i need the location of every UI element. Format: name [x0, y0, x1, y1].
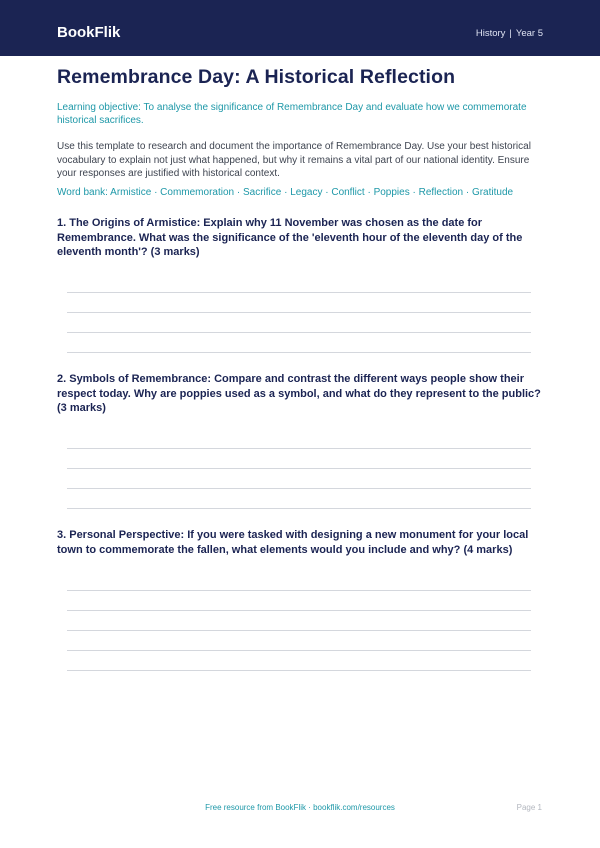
question-2: 2. Symbols of Remembrance: Compare and contrast the different ways people show their respect today. Why are poppies used as a symbol, and what do they represent to the public? (3 marks) — [57, 373, 541, 414]
page-title: Remembrance Day: A Historical Reflection — [57, 66, 456, 88]
intro-paragraph: Use this template to research and document the importance of Remembrance Day. Use your best historical vocabulary to explain not just what happened, but why it remains a vital part of our national identity. Ensure your responses are justified with historical context. — [57, 141, 531, 179]
learning-objective: Learning objective: To analyse the significance of Remembrance Day and evaluate how we commemorate historical sacrifices. — [57, 102, 527, 126]
answer-line[interactable] — [67, 448, 531, 449]
answer-line[interactable] — [67, 650, 531, 651]
answer-line[interactable] — [67, 508, 531, 509]
answer-line[interactable] — [67, 488, 531, 489]
brand-logo[interactable]: BookFlik — [57, 24, 121, 41]
answer-line[interactable] — [67, 630, 531, 631]
question-3: 3. Personal Perspective: If you were tasked with designing a new monument for your local town to commemorate the fallen, what elements would you include and why? (4 marks) — [57, 529, 529, 556]
page-number: Page 1 — [516, 803, 542, 812]
answer-line[interactable] — [67, 312, 531, 313]
meta-separator: | — [509, 28, 512, 39]
header-bar — [0, 0, 600, 56]
footer-text[interactable]: Free resource from BookFlik · bookflik.com/resources — [205, 803, 395, 812]
answer-line[interactable] — [67, 292, 531, 293]
answer-line[interactable] — [67, 332, 531, 333]
answer-line[interactable] — [67, 590, 531, 591]
answer-line[interactable] — [67, 352, 531, 353]
answer-line[interactable] — [67, 468, 531, 469]
subject-label: History — [475, 28, 506, 39]
year-label: Year 5 — [515, 28, 543, 39]
question-1: 1. The Origins of Armistice: Explain why 11 November was chosen as the date for Remembrance. What was the significance of the 'eleventh hour of the eleventh day of the eleventh month'? (3 marks) — [57, 217, 523, 258]
answer-line[interactable] — [67, 670, 531, 671]
word-bank: Word bank: Armistice · Commemoration · Sacrifice · Legacy · Conflict · Poppies · Reflection · Gratitude — [57, 187, 514, 198]
answer-line[interactable] — [67, 610, 531, 611]
header-meta — [476, 28, 543, 39]
